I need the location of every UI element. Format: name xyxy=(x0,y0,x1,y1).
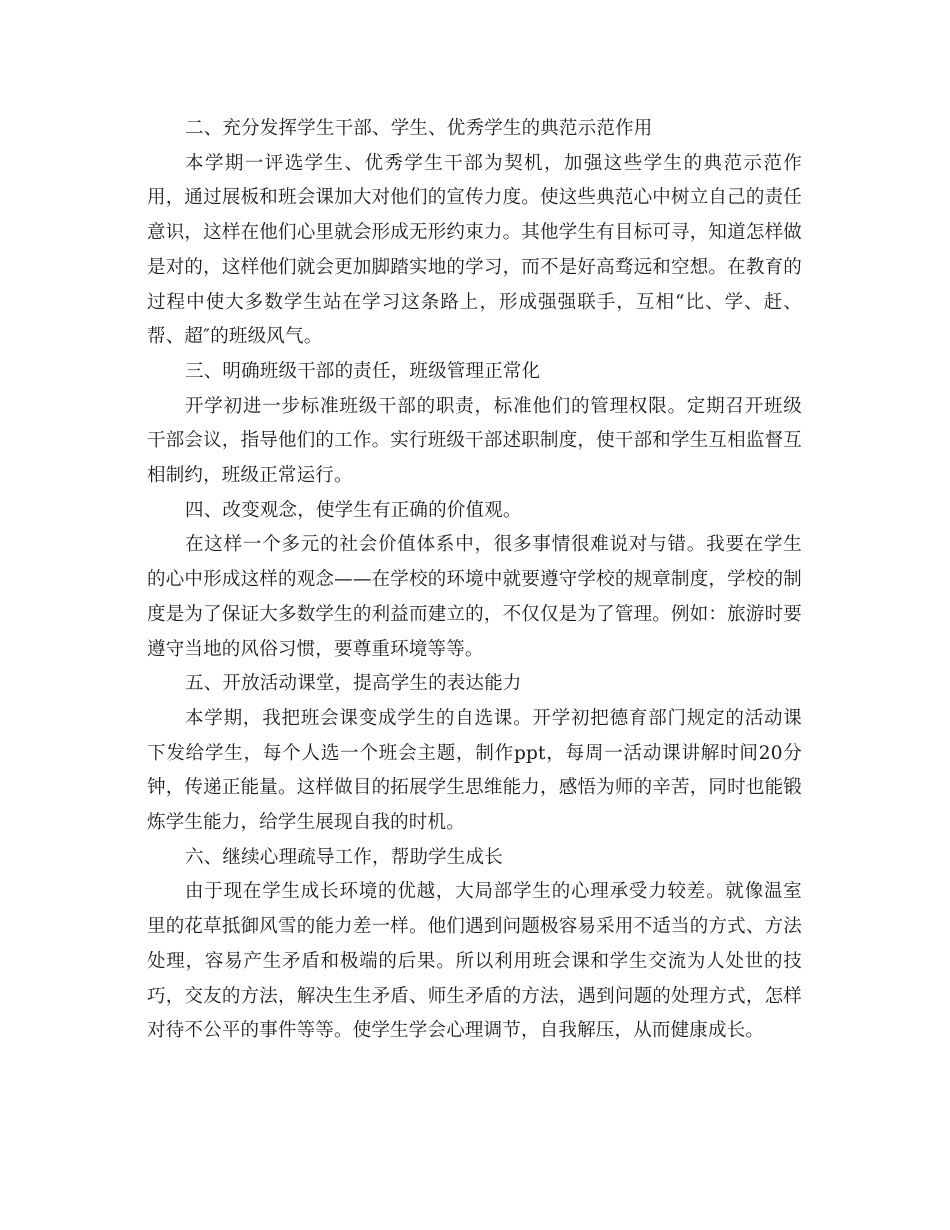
document-body xyxy=(147,112,802,1049)
section-paragraph-3: 开学初进一步标准班级干部的职责，标准他们的管理权限。定期召开班级干部会议，指导他们的工作。实行班级干部述职制度，使干部和学生互相监督互相制约，班级正常运行。 xyxy=(147,395,802,487)
section-heading-4: 四、改变观念，使学生有正确的价值观。 xyxy=(185,499,522,521)
section-heading-5: 五、开放活动课堂，提高学生的表达能力 xyxy=(185,673,522,695)
section-heading-6: 六、继续心理疏导工作，帮助学生成长 xyxy=(185,846,503,868)
section-paragraph-5: 本学期，我把班会课变成学生的自选课。开学初把德育部门规定的活动课下发给学生，每个人选一个班会主题，制作ppt，每周一活动课讲解时间20分钟，传递正能量。这样做目的拓展学生思维能力，感悟为师的辛苦，同时也能锻炼学生能力，给学生展现自我的时机。 xyxy=(147,707,802,834)
section-paragraph-2: 本学期一评选学生、优秀学生干部为契机，加强这些学生的典范示范作用，通过展板和班会课加大对他们的宣传力度。使这些典范心中树立自己的责任意识，这样在他们心里就会形成无形约束力。其他学生有目标可寻，知道怎样做是对的，这样他们就会更加脚踏实地的学习，而不是好高骛远和空想。在教育的过程中使大多数学生站在学习这条路上，形成强强联手，互相“比、学、赶、帮、超″的班级风气。 xyxy=(147,152,802,348)
section-paragraph-6: 由于现在学生成长环境的优越，大局部学生的心理承受力较差。就像温室里的花草抵御风雪的能力差一样。他们遇到问题极容易采用不适当的方式、方法处理，容易产生矛盾和极端的后果。所以利用班会课和学生交流为人处世的技巧，交友的方法，解决生生矛盾、师生矛盾的方法，遇到问题的处理方式，怎样对待不公平的事件等等。使学生学会心理调节，自我解压，从而健康成长。 xyxy=(147,881,802,1042)
section-heading-2: 二、充分发挥学生干部、学生、优秀学生的典范示范作用 xyxy=(185,118,653,139)
section-paragraph-4: 在这样一个多元的社会价值体系中，很多事情很难说对与错。我要在学生的心中形成这样的观念——在学校的环境中就要遵守学校的规章制度，学校的制度是为了保证大多数学生的利益而建立的，不仅仅是为了管理。例如：旅游时要遵守当地的风俗习惯，要尊重环境等等。 xyxy=(147,534,802,660)
section-heading-3: 三、明确班级干部的责任，班级管理正常化 xyxy=(185,360,541,382)
